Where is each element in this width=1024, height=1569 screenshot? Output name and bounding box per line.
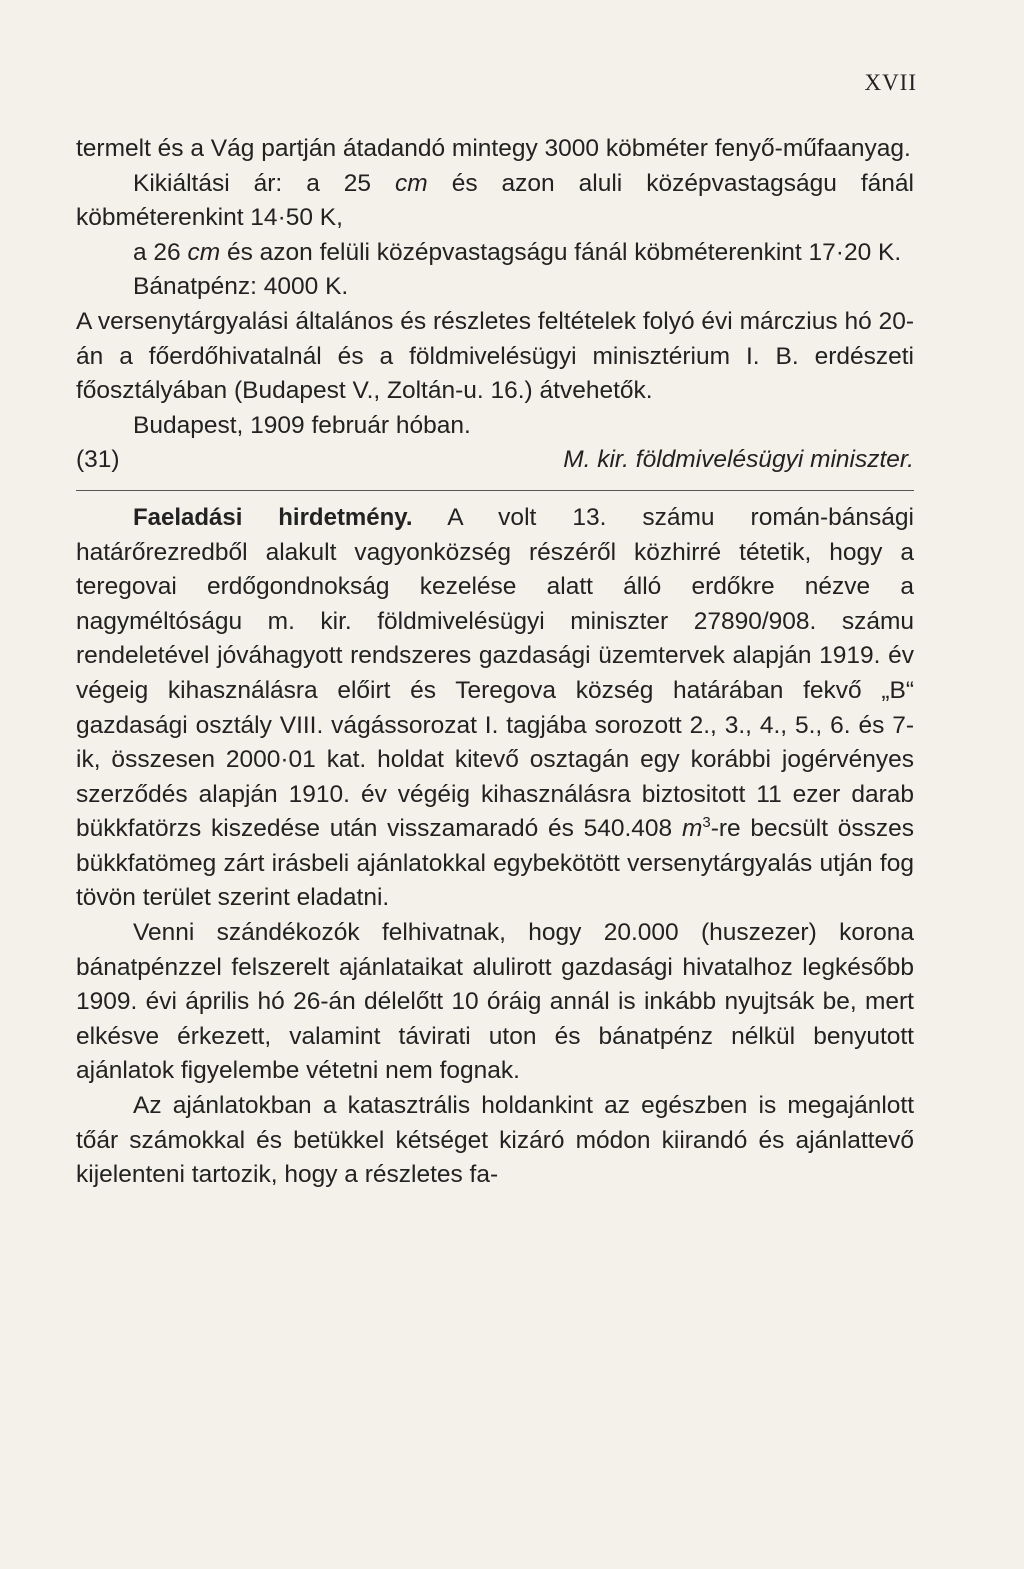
notice2-text-a: A volt 13. számu román-bánsági határőrezredből alakult vagyonközség részéről közhirré tétetik, hogy a teregovai erdőgondnokság kezelése alatt álló erdőkre nézve a nagyméltóságu m. kir. földmivelésügyi miniszter 27890/908. számu rendeletével jóváhagyott rendszeres gazdasági üzemtervek alapján 1919. év végeig kihasználásra előirt és Teregova község határában fekvő „B“ gazdasági osztály VIII. vágássorozat I. tagjába sorozott 2., 3., 4., 5., 6. és 7-ik, összesen 2000·01 kat. holdat kitevő osztagán egy korábbi jogérvényes szerződés alapján 1910. év végéig kihasználásra biztositott 11 ezer darab bükkfatörzs kiszedése után visszamaradó és 540.408 [76,503,914,843]
page-number: XVII [864,70,917,95]
starting-price-label: Kikiáltási ár: a 25 [133,169,372,197]
unit-cm: cm [395,169,428,197]
unit-m: m [681,815,703,843]
notice2-text-b: -re becsült összes bükkfatömeg zárt irásbeli ajánlatokkal egybekötött versenytárgyalás utján fog tövön terület szerint eladatni. [76,815,915,912]
section-divider [76,490,914,491]
notice1-paragraph-1: termelt és a Vág partján átadandó mintegy 3000 köbméter fenyő-műfaanyag. [76,135,911,162]
notice2-paragraph-3: Az ajánlatokban a katasztrális holdankint az egészben is megajánlott tőár számokkal és betükkel kétséget kizáró módon kiirandó és ajánlattevő kijelenteni tartozik, hogy a részletes fa- [76,1092,914,1189]
reference-number: (31) [76,446,120,474]
notice2-paragraph-1 [76,501,914,916]
notice1-starting-price [76,167,914,236]
notice1-conditions: A versenytárgyalási általános és részletes feltételek folyó évi márczius hó 20-án a főerdőhivatalnál és a földmivelésügyi minisztérium I. B. erdészeti főosztályában (Budapest V., Zoltán-u. 16.) átvehetők. [76,307,914,405]
notice2-paragraph-2: Venni szándékozók felhivatnak, hogy 20.000 (huszezer) korona bánatpénzzel felszerelt ajánlataikat alulirott gazdasági hivatalhoz legkésőbb 1909. évi április hó 26-án délelőtt 10 óráig annál is inkább nyujtsák be, mert elkésve érkezett, valamint távirati uton és bánatpénz nélkül benyutott ajánlatok figyelembe vétetni nem fognak. [76,919,914,1085]
notice1-signature-line [76,443,914,478]
notice1-price-second [76,236,914,271]
price-second-rest: és azon felüli középvastagságu fánál köbméterenkint 17·20 K. [226,238,902,266]
notice1-date: Budapest, 1909 február hóban. [133,411,471,439]
notice2-title: Faeladási hirdetmény. [133,503,413,531]
unit-cm-2: cm [187,238,221,266]
unit-exponent: 3 [702,814,711,832]
price-second-start: a 26 [133,238,181,266]
notice1-deposit: Bánatpénz: 4000 K. [133,273,349,301]
starting-price-rest: és azon aluli középvastagságu fánál köbméterenkint 14·50 K, [76,169,914,232]
page-body [76,132,914,1193]
signatory: M. kir. földmivelésügyi miniszter. [563,446,914,474]
